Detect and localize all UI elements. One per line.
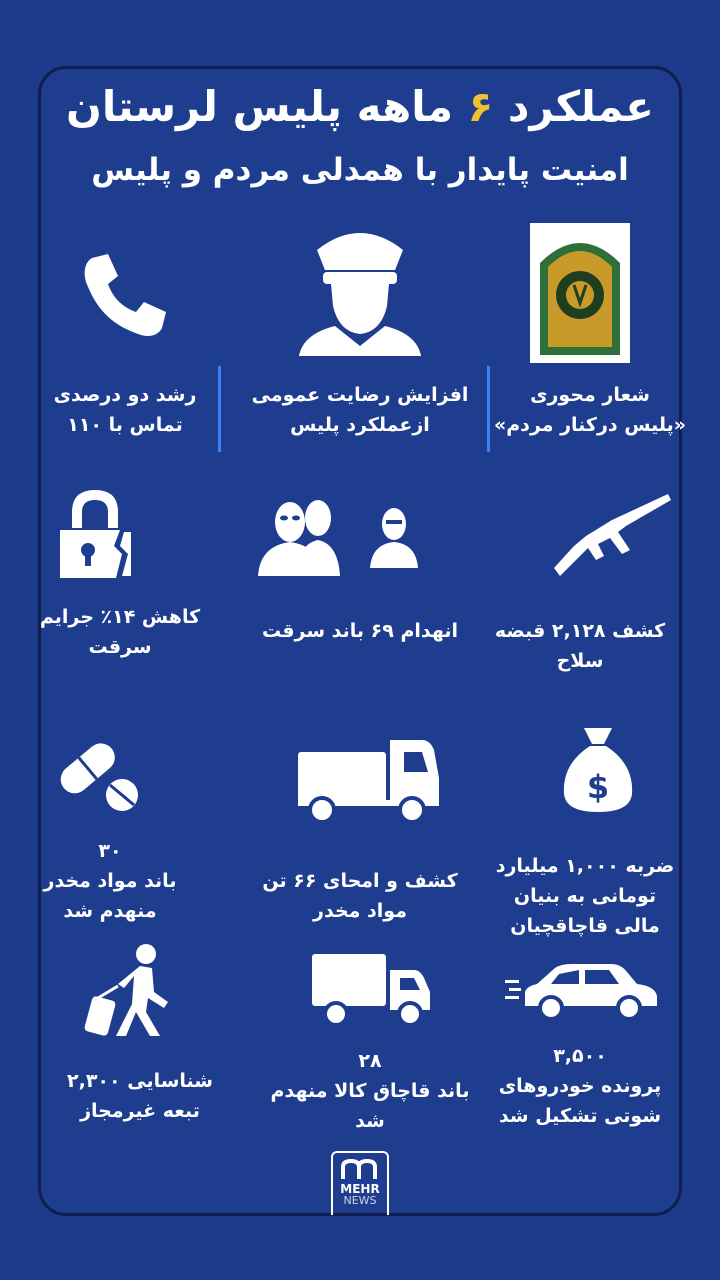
cargo-truck-icon: [310, 952, 432, 1028]
police-officer-icon: [295, 222, 425, 357]
mehr-news-logo: [331, 1151, 389, 1215]
item-text-12: ۳,۵۰۰ پرونده خودروهای شوتی تشکیل شد: [498, 1045, 662, 1127]
money-bag-icon: [562, 724, 634, 814]
phone-icon: [80, 250, 170, 340]
item-text-5: انهدام ۶۹ باند سرقت: [261, 620, 459, 642]
traveler-icon: [84, 942, 174, 1038]
car-icon: [505, 962, 660, 1022]
pills-icon: [52, 733, 142, 813]
item-text-3: شعار محوری «پلیس درکنار مردم»: [493, 384, 687, 436]
item-text-11: ۲۸ باند قاچاق کالا منهدم شد: [270, 1050, 470, 1132]
item-text-7: ۳۰ باند مواد مخدر منهدم شد: [43, 840, 177, 922]
police-emblem-icon: [530, 223, 630, 363]
mehr-logo-mark: [341, 1159, 381, 1181]
column-divider-left: [218, 366, 221, 452]
logo-subword: NEWS: [343, 1194, 377, 1207]
truck-icon: [296, 738, 441, 828]
item-text-9: ضربه ۱,۰۰۰ میلیارد تومانی به بنیان مالی قاچاقچیان: [495, 855, 675, 937]
item-text-1: رشد دو درصدی تماس با ۱۱۰: [53, 384, 197, 436]
page-title: عملکرد ۶ ماهه پلیس لرستان: [65, 82, 654, 131]
item-text-10: شناسایی ۲,۳۰۰ تبعه غیرمجاز: [67, 1070, 213, 1122]
rifle-icon: [552, 492, 672, 582]
masked-thieves-icon: [256, 498, 421, 578]
item-text-4: کاهش ۱۴٪ جرایم سرقت: [39, 606, 201, 658]
broken-lock-icon: [58, 488, 133, 580]
svg-text:$: $: [586, 768, 610, 806]
item-text-6: کشف ۲,۱۲۸ قبضه سلاح: [494, 620, 666, 672]
page-subtitle: امنیت پایدار با همدلی مردم و پلیس: [91, 152, 629, 188]
logo-word: MEHR: [340, 1182, 380, 1196]
item-text-2: افزایش رضایت عمومی ازعملکرد پلیس: [251, 384, 469, 436]
item-text-8: کشف و امحای ۶۶ تن مواد مخدر: [262, 870, 458, 922]
